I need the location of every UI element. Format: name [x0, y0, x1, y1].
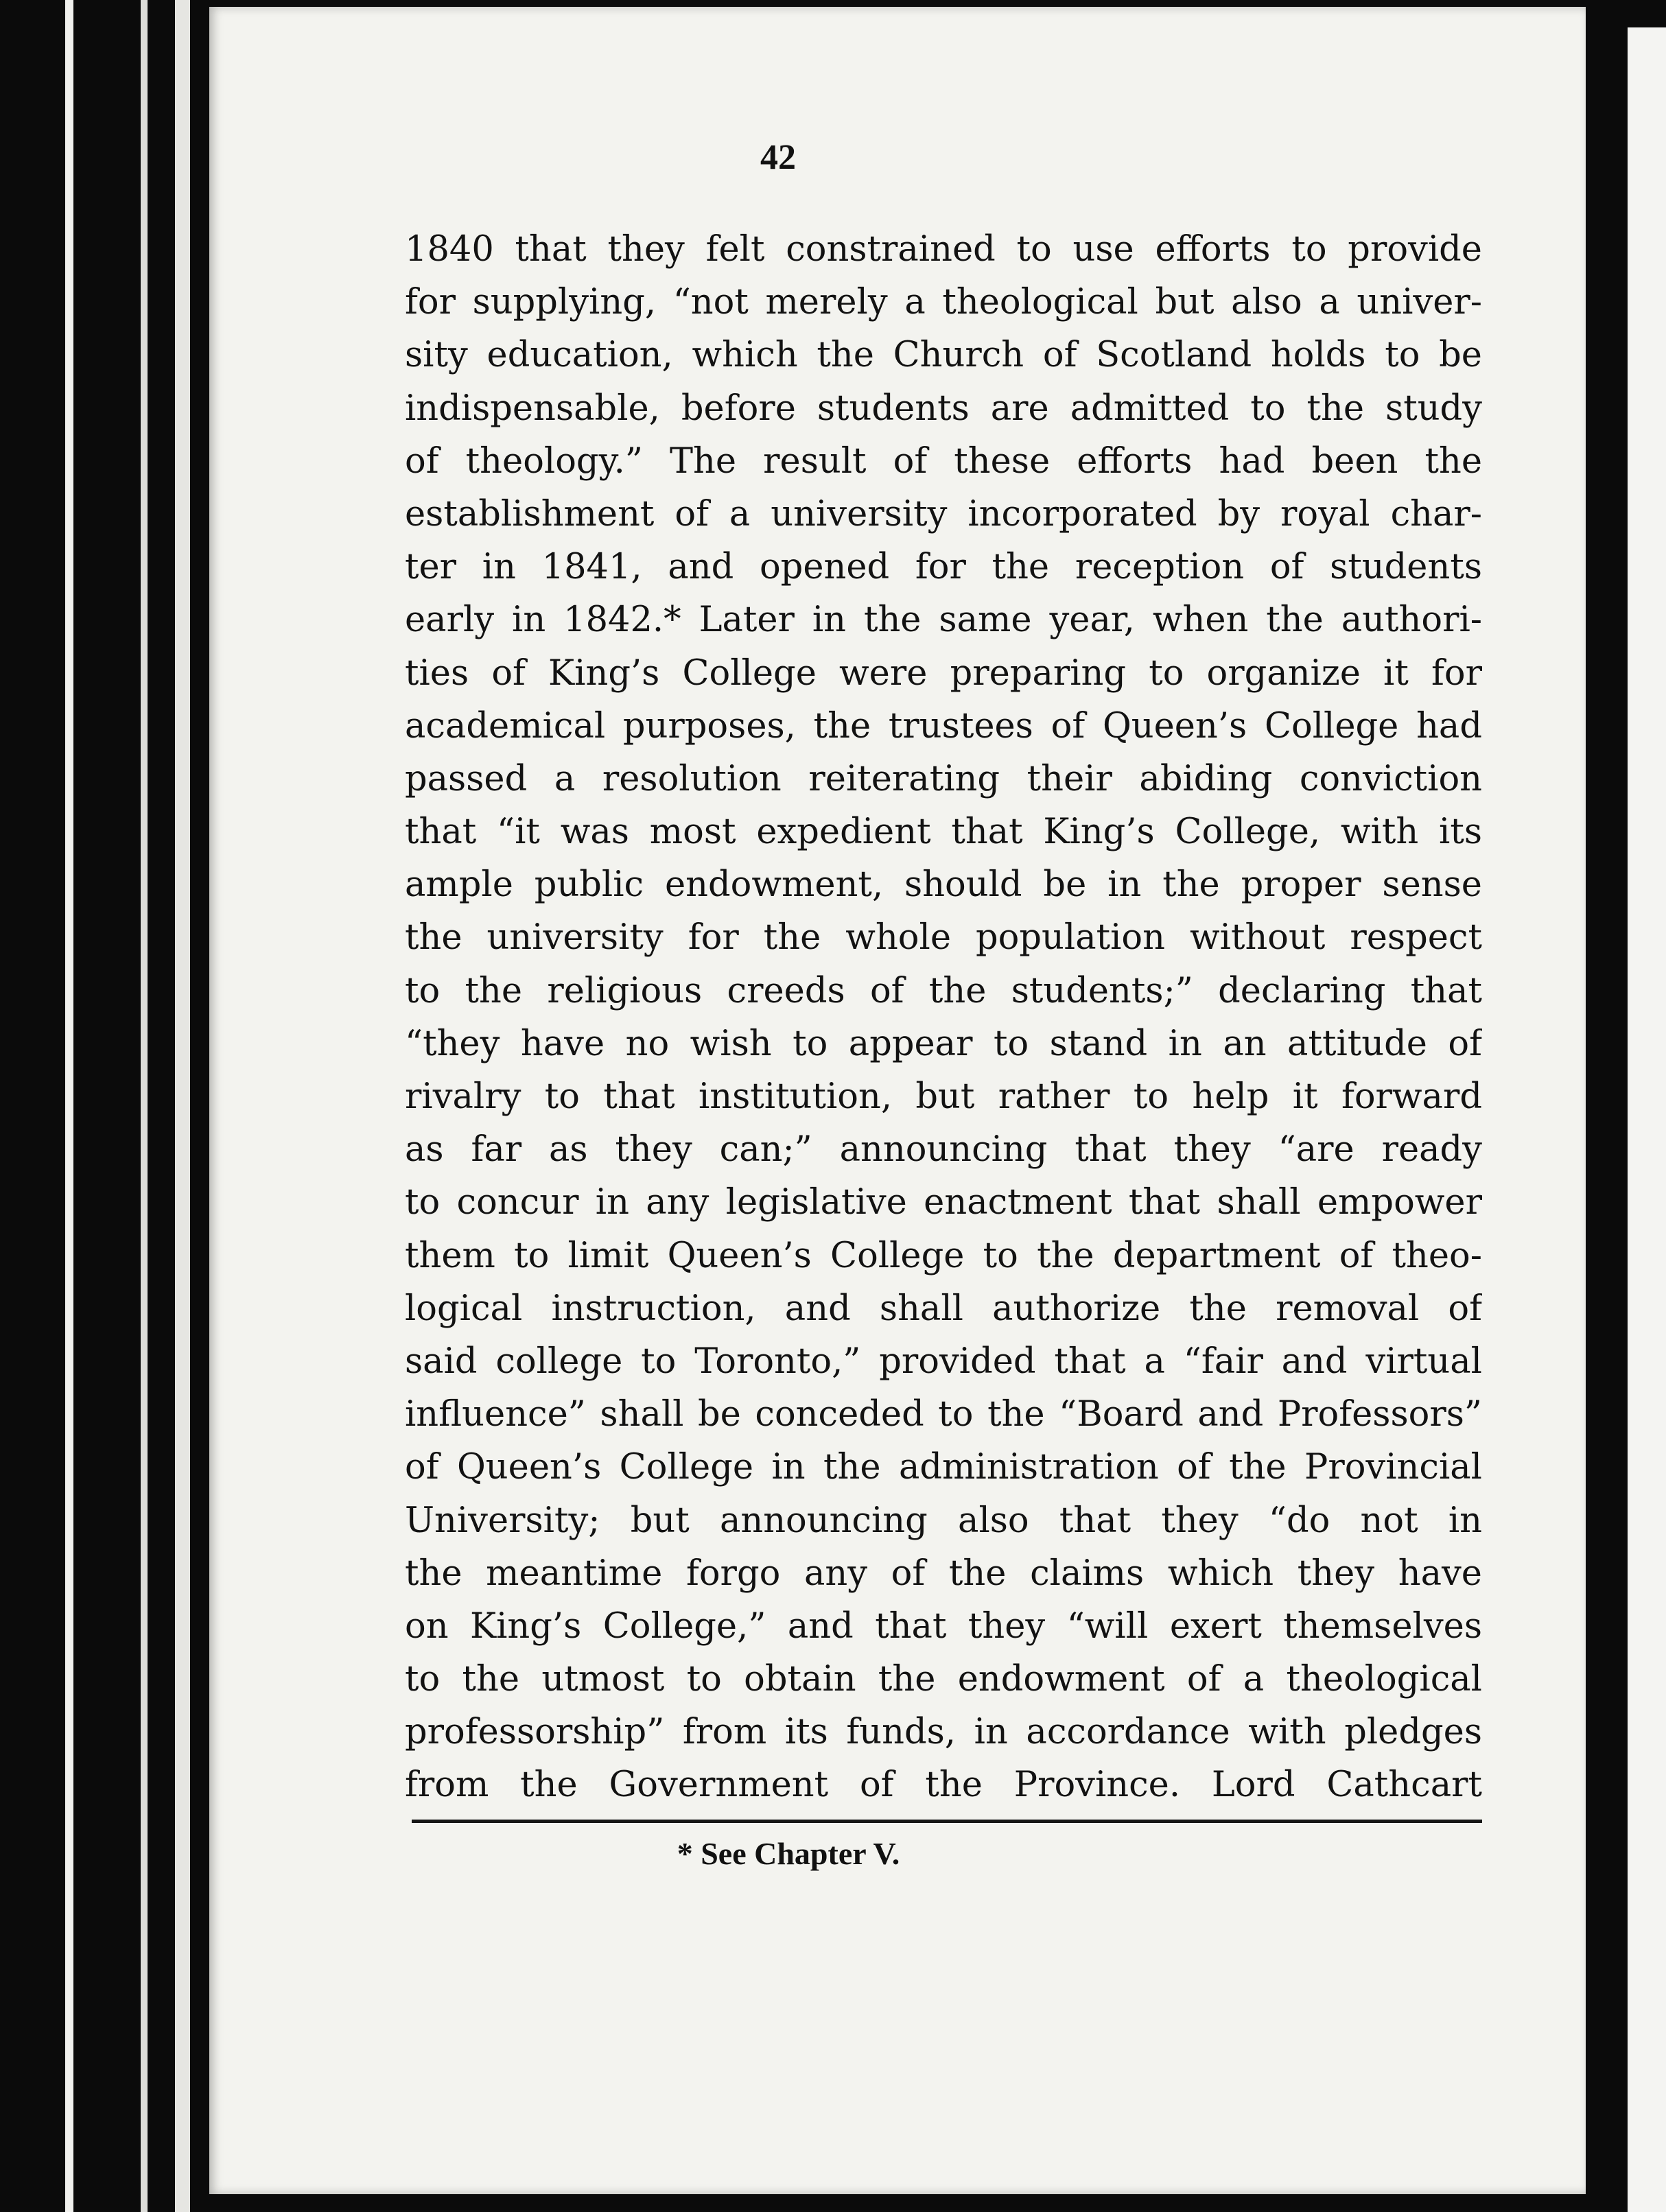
- text-line: rivalry to that institution, but rather to help it forward: [405, 1076, 1482, 1117]
- text-line: indispensable, before students are admitted to the study: [405, 388, 1482, 429]
- text-line: University; but announcing also that they “do not in: [405, 1500, 1482, 1541]
- text-line: the university for the whole population without respect: [405, 917, 1482, 958]
- footnote: * See Chapter V.: [677, 1836, 900, 1871]
- footnote-rule: [412, 1820, 1482, 1823]
- page-edge-left: [141, 0, 148, 2212]
- text-line: influence” shall be conceded to the “Board and Professors”: [405, 1394, 1482, 1435]
- text-line: that “it was most expedient that King’s College, with its: [405, 812, 1482, 853]
- text-line: to concur in any legislative enactment that shall empower: [405, 1182, 1482, 1223]
- text-line: of Queen’s College in the administration of the Provincial: [405, 1447, 1482, 1488]
- body-text: [405, 223, 1482, 1812]
- text-line: them to limit Queen’s College to the department of theo-: [405, 1235, 1482, 1276]
- adjacent-page-edge: [1628, 27, 1666, 2212]
- page-edge-left: [175, 0, 190, 2212]
- text-line: 1840 that they felt constrained to use efforts to provide: [405, 229, 1482, 270]
- text-line: of theology.” The result of these efforts had been the: [405, 440, 1482, 482]
- text-line: as far as they can;” announcing that they “are ready: [405, 1129, 1482, 1170]
- text-line: establishment of a university incorporated by royal char-: [405, 493, 1482, 534]
- text-line: the meantime forgo any of the claims which they have: [405, 1553, 1482, 1594]
- text-line: from the Government of the Province. Lord Cathcart: [405, 1765, 1482, 1806]
- text-line: passed a resolution reiterating their abiding conviction: [405, 758, 1482, 799]
- text-line: on King’s College,” and that they “will exert themselves: [405, 1605, 1482, 1647]
- text-line: logical instruction, and shall authorize the removal of: [405, 1288, 1482, 1329]
- text-line: ample public endowment, should be in the proper sense: [405, 864, 1482, 906]
- text-line: to the utmost to obtain the endowment of a theological: [405, 1659, 1482, 1700]
- text-line: professorship” from its funds, in accordance with pledges: [405, 1712, 1482, 1753]
- page-number: 42: [760, 138, 796, 177]
- text-line: for supplying, “not merely a theological but also a univer-: [405, 282, 1482, 323]
- text-line: ties of King’s College were preparing to organize it for: [405, 652, 1482, 694]
- text-line: sity education, which the Church of Scotland holds to be: [405, 335, 1482, 376]
- text-line: said college to Toronto,” provided that a “fair and virtual: [405, 1341, 1482, 1382]
- text-line: academical purposes, the trustees of Queen’s College had: [405, 705, 1482, 746]
- text-line: to the religious creeds of the students;” declaring that: [405, 970, 1482, 1011]
- text-line: ter in 1841, and opened for the reception of students: [405, 547, 1482, 588]
- page-edge-left: [65, 0, 73, 2212]
- text-line: “they have no wish to appear to stand in an attitude of: [405, 1023, 1482, 1064]
- text-line: early in 1842.* Later in the same year, when the authori-: [405, 600, 1482, 641]
